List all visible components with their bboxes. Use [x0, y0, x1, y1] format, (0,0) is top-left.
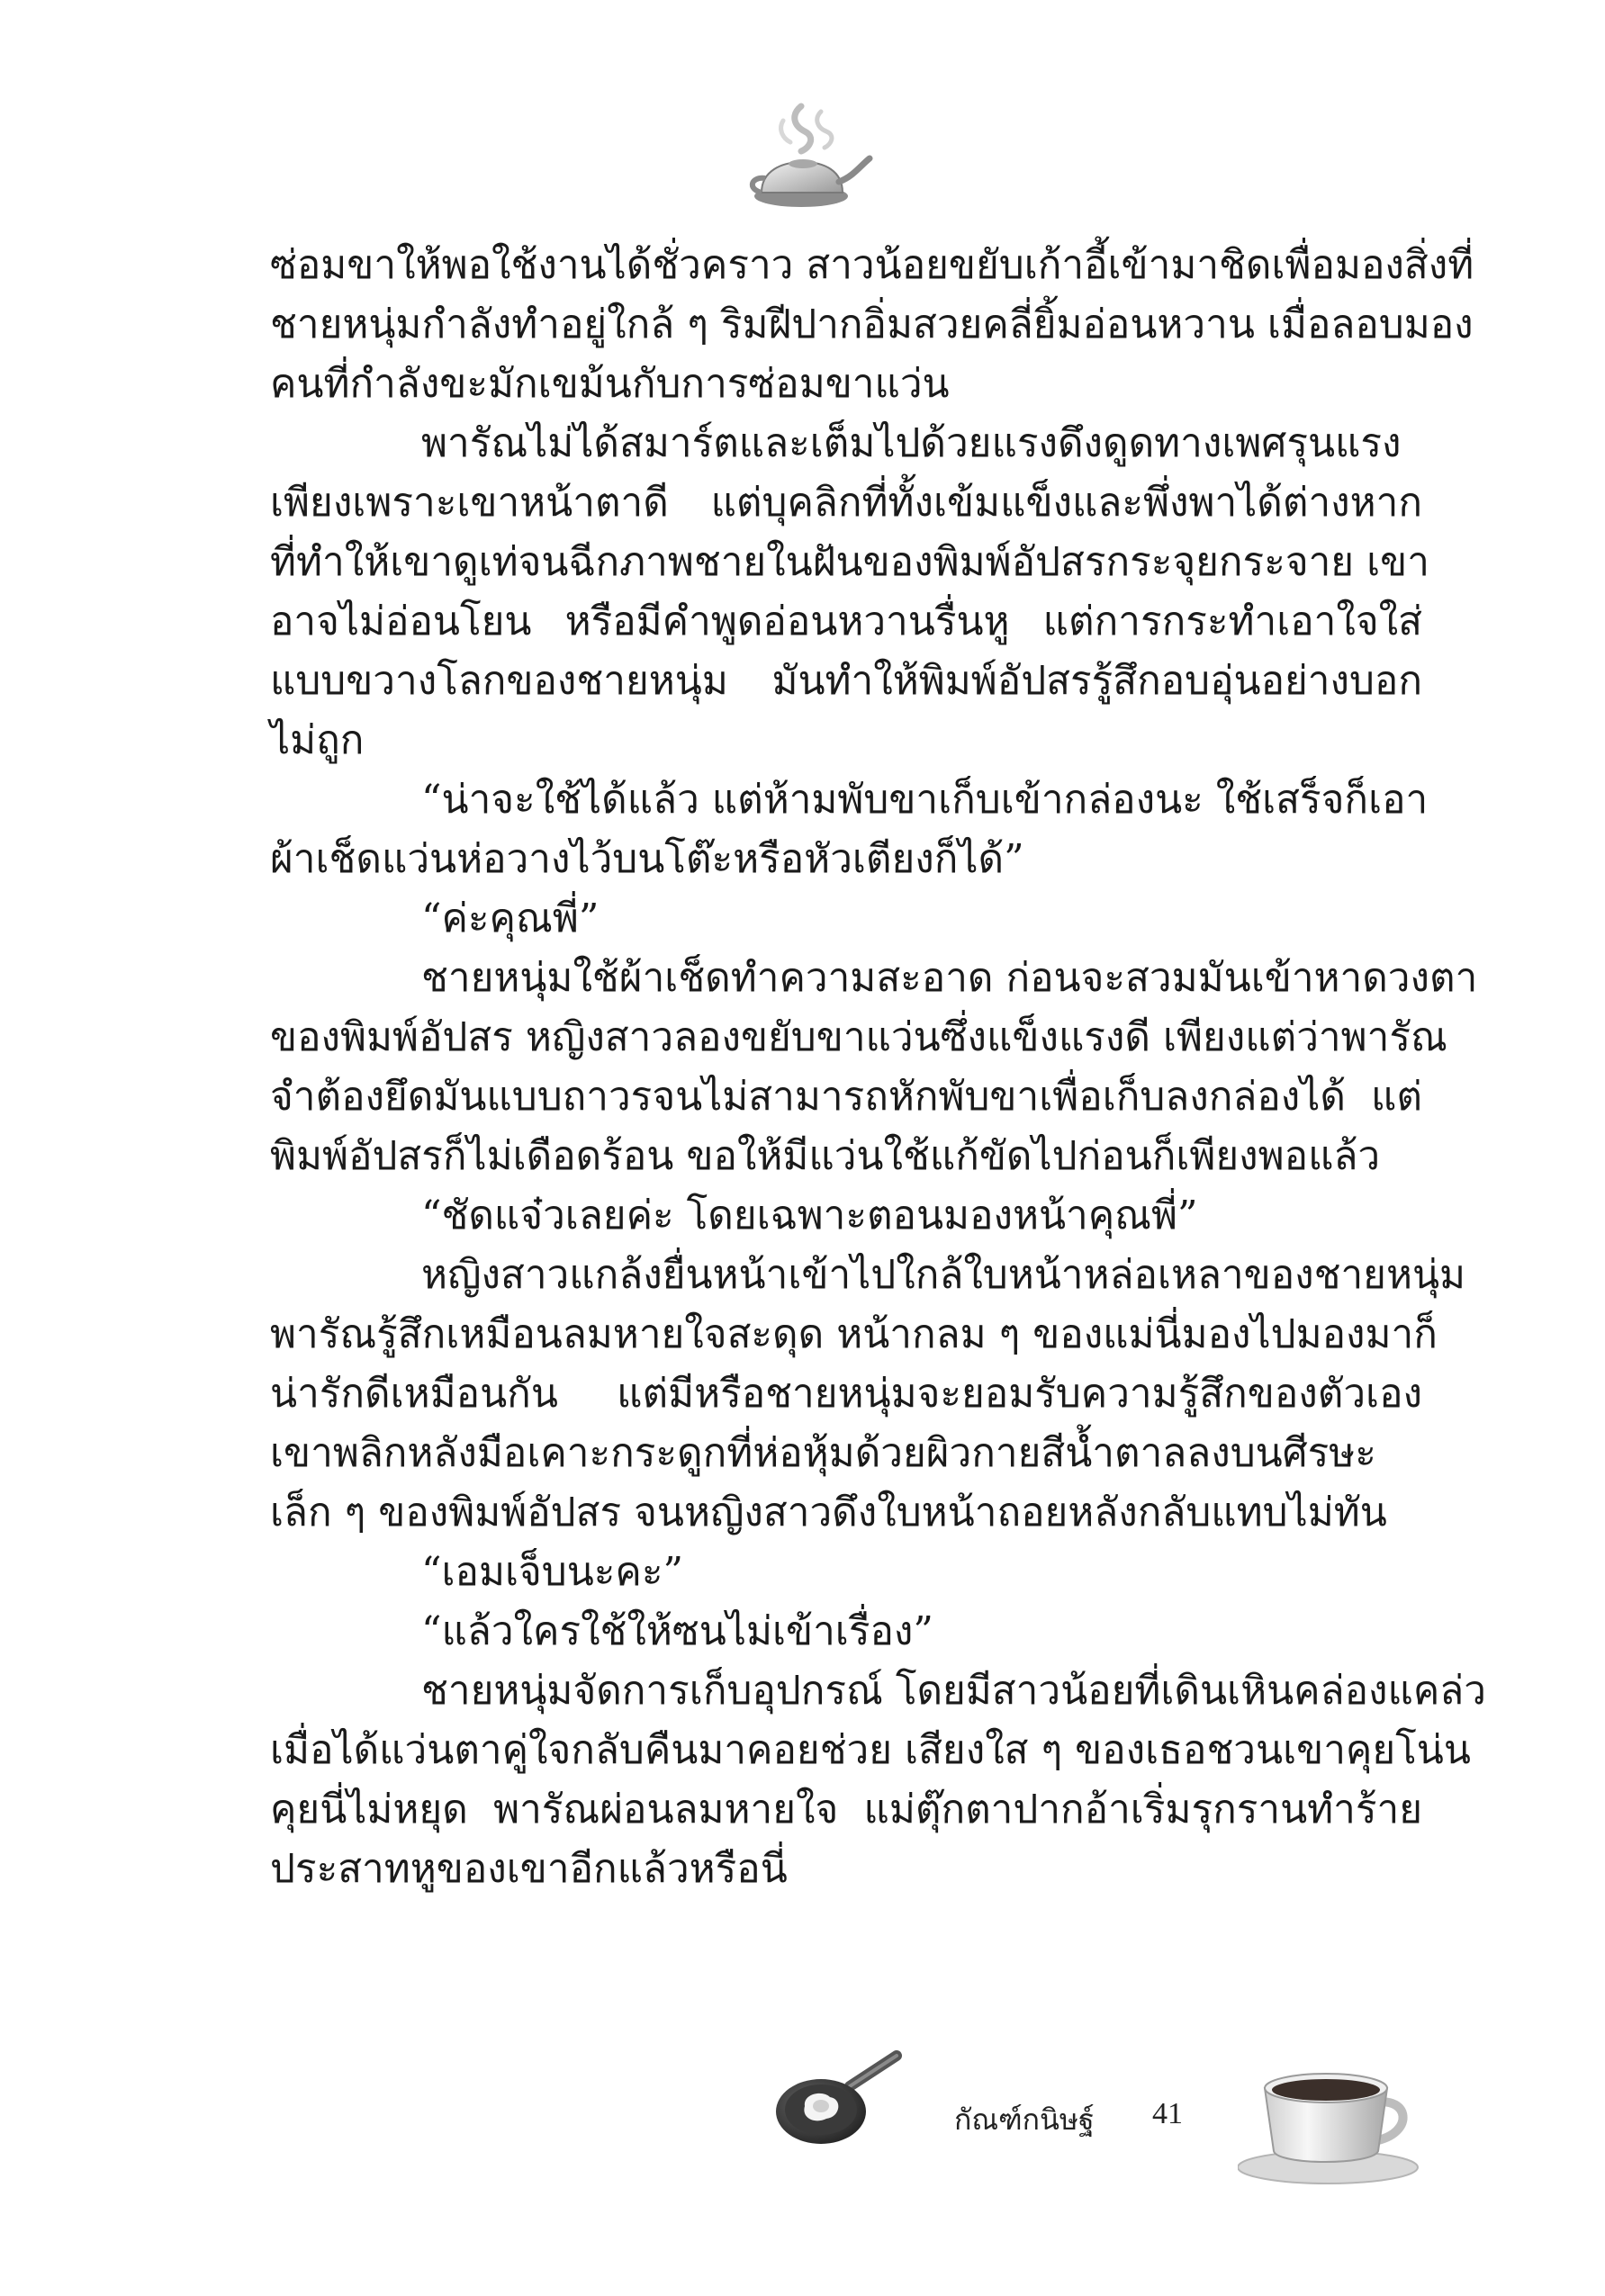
text-line: เพียงเพราะเขาหน้าตาดี แต่บุคลิกที่ทั้งเข้มแข็งและพึ่งพาได้ต่างหาก [270, 480, 1422, 526]
text-line: เขาพลิกหลังมือเคาะกระดูกที่ห่อหุ้มด้วยผิวกายสีน้ำตาลลงบนศีรษะ [270, 1430, 1376, 1476]
text-line: จำต้องยึดมันแบบถาวรจนไม่สามารถหักพับขาเพื่อเก็บลงกล่องได้ แต่ [270, 1074, 1422, 1120]
text-line: “แล้วใครใช้ให้ซนไม่เข้าเรื่อง” [421, 1608, 933, 1654]
text-line: อาจไม่อ่อนโยน หรือมีคำพูดอ่อนหวานรื่นหู แต่การกระทำเอาใจใส่ [270, 599, 1422, 644]
page-number: 41 [1152, 2097, 1183, 2130]
text-line: ชายหนุ่มกำลังทำอยู่ใกล้ ๆ ริมฝีปากอิ่มสวยคลี่ยิ้มอ่อนหวาน เมื่อลอบมอง [270, 302, 1474, 347]
text-line: “น่าจะใช้ได้แล้ว แต่ห้ามพับขาเก็บเข้ากล่องนะ ใช้เสร็จก็เอา [421, 777, 1429, 823]
author-name: กัณฑ์กนิษฐ์ [954, 2102, 1095, 2137]
text-line: พารัณรู้สึกเหมือนลมหายใจสะดุด หน้ากลม ๆ ของแม่นี่มองไปมองมาก็ [270, 1311, 1438, 1357]
text-line: “ชัดแจ๋วเลยค่ะ โดยเฉพาะตอนมองหน้าคุณพี่” [421, 1193, 1198, 1238]
text-line: ชายหนุ่มใช้ผ้าเช็ดทำความสะอาด ก่อนจะสวมมันเข้าหาดวงตา [421, 955, 1478, 1001]
body-text [270, 236, 1486, 1899]
text-line: “เอมเจ็บนะคะ” [421, 1549, 683, 1595]
text-line: เมื่อได้แว่นตาคู่ใจกลับคืนมาคอยช่วย เสียงใส ๆ ของเธอชวนเขาคุยโน่น [270, 1727, 1471, 1773]
text-line: ซ่อมขาให้พอใช้งานได้ชั่วคราว สาวน้อยขยับเก้าอี้เข้ามาชิดเพื่อมองสิ่งที่ [270, 242, 1474, 288]
text-line: พารัณไม่ได้สมาร์ตและเต็มไปด้วยแรงดึงดูดทางเพศรุนแรง [421, 420, 1402, 466]
text-line: ของพิมพ์อัปสร หญิงสาวลองขยับขาแว่นซึ่งแข็งแรงดี เพียงแต่ว่าพารัณ [270, 1014, 1447, 1060]
text-line: น่ารักดีเหมือนกัน แต่มีหรือชายหนุ่มจะยอมรับความรู้สึกของตัวเอง [270, 1371, 1422, 1417]
frying-pan-egg-icon [772, 2050, 907, 2149]
text-line: ไม่ถูก [270, 717, 365, 763]
text-line: “ค่ะคุณพี่” [421, 896, 600, 941]
text-line: ผ้าเช็ดแว่นห่อวางไว้บนโต๊ะหรือหัวเตียงก็ได้” [270, 836, 1024, 882]
text-line: พิมพ์อัปสรก็ไม่เดือดร้อน ขอให้มีแว่นใช้แก้ขัดไปก่อนก็เพียงพอแล้ว [270, 1133, 1381, 1179]
text-line: คนที่กำลังขะมักเขม้นกับการซ่อมขาแว่น [270, 361, 950, 407]
text-line: ชายหนุ่มจัดการเก็บอุปกรณ์ โดยมีสาวน้อยที่เดินเหินคล่องแคล่ว [421, 1668, 1486, 1714]
coffee-cup-icon [1238, 2061, 1427, 2187]
text-line: คุยนี่ไม่หยุด พารัณผ่อนลมหายใจ แม่ตุ๊กตาปากอ้าเริ่มรุกรานทำร้าย [270, 1787, 1422, 1832]
text-line: หญิงสาวแกล้งยื่นหน้าเข้าไปใกล้ใบหน้าหล่อเหลาของชายหนุ่ม [421, 1252, 1466, 1298]
teapot-with-steam-icon [738, 99, 873, 216]
text-line: เล็ก ๆ ของพิมพ์อัปสร จนหญิงสาวดึงใบหน้าถอยหลังกลับแทบไม่ทัน [270, 1490, 1387, 1535]
text-line: ประสาทหูของเขาอีกแล้วหรือนี่ [270, 1846, 788, 1892]
text-line: ที่ทำให้เขาดูเท่จนฉีกภาพชายในฝันของพิมพ์อัปสรกระจุยกระจาย เขา [270, 539, 1429, 585]
text-line: แบบขวางโลกของชายหนุ่ม มันทำให้พิมพ์อัปสรรู้สึกอบอุ่นอย่างบอก [270, 658, 1422, 704]
